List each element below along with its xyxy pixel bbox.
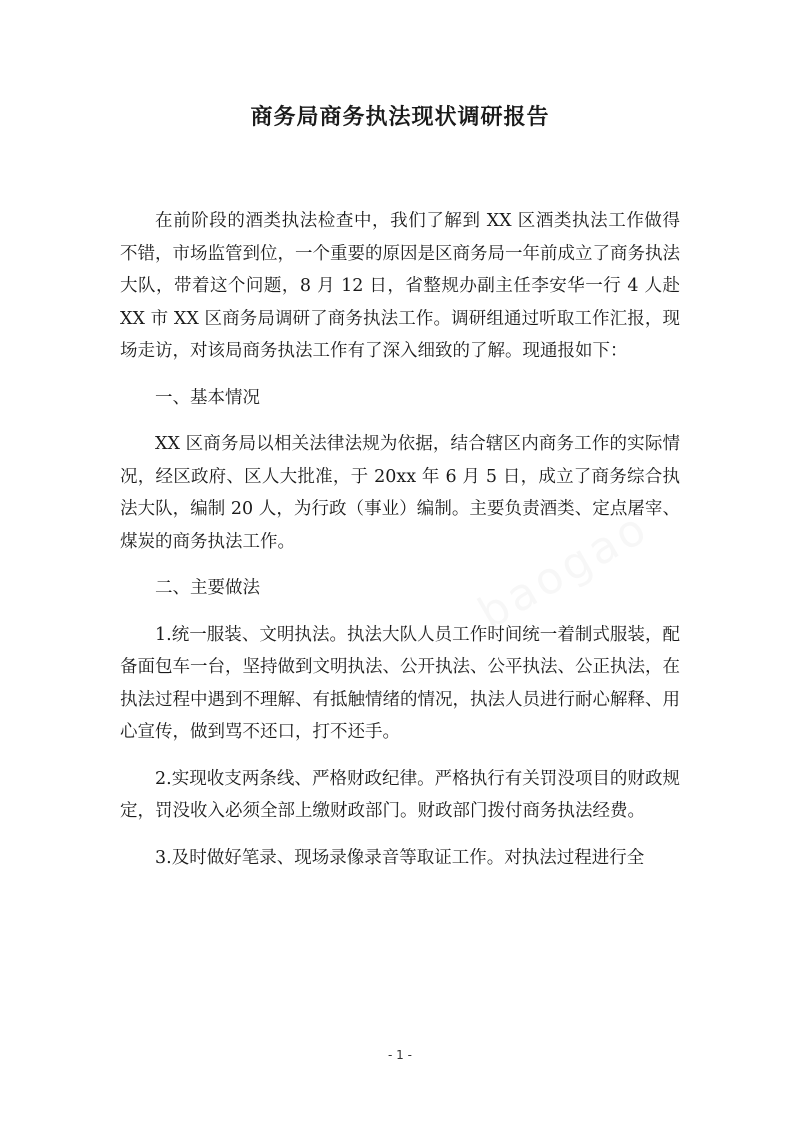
page-number: - 1 - — [388, 1048, 412, 1062]
document-title: 商务局商务执法现状调研报告 — [250, 105, 550, 130]
document-body — [120, 205, 680, 888]
intro-paragraph: 在前阶段的酒类执法检查中，我们了解到 XX 区酒类执法工作做得不错，市场监管到位，一个重要的原因是区商务局一年前成立了商务执法大队，带着这个问题，8 月 12 日，省整规办副主任李安华一行 4 人赴 XX 市 XX 区商务局调研了商务执法工作。调研组通过听取工作汇报，现场走访，对该局商务执法工作有了深入细致的了解。现通报如下： — [120, 211, 680, 361]
watermark: baogao — [469, 501, 658, 640]
basic-situation-paragraph: XX 区商务局以相关法律法规为依据，结合辖区内商务工作的实际情况，经区政府、区人大批准，于 20xx 年 6 月 5 日，成立了商务综合执法大队，编制 20 人，为行政（事业）编制。主要负责酒类、定点屠宰、煤炭的商务执法工作。 — [120, 434, 680, 552]
practice-item-1: 1.统一服装、文明执法。执法大队人员工作时间统一着制式服装，配备面包车一台，坚持做到文明执法、公开执法、公平执法、公正执法，在执法过程中遇到不理解、有抵触情绪的情况，执法人员进行耐心解释、用心宣传，做到骂不还口，打不还手。 — [120, 624, 680, 742]
practice-item-2: 2.实现收支两条线、严格财政纪律。严格执行有关罚没项目的财政规定，罚没收入必须全部上缴财政部门。财政部门拨付商务执法经费。 — [120, 768, 680, 821]
section-heading-main-practices: 二、主要做法 — [155, 578, 260, 598]
practice-item-3: 3.及时做好笔录、现场录像录音等取证工作。对执法过程进行全 — [155, 847, 645, 868]
section-heading-basic-situation: 一、基本情况 — [155, 387, 260, 408]
